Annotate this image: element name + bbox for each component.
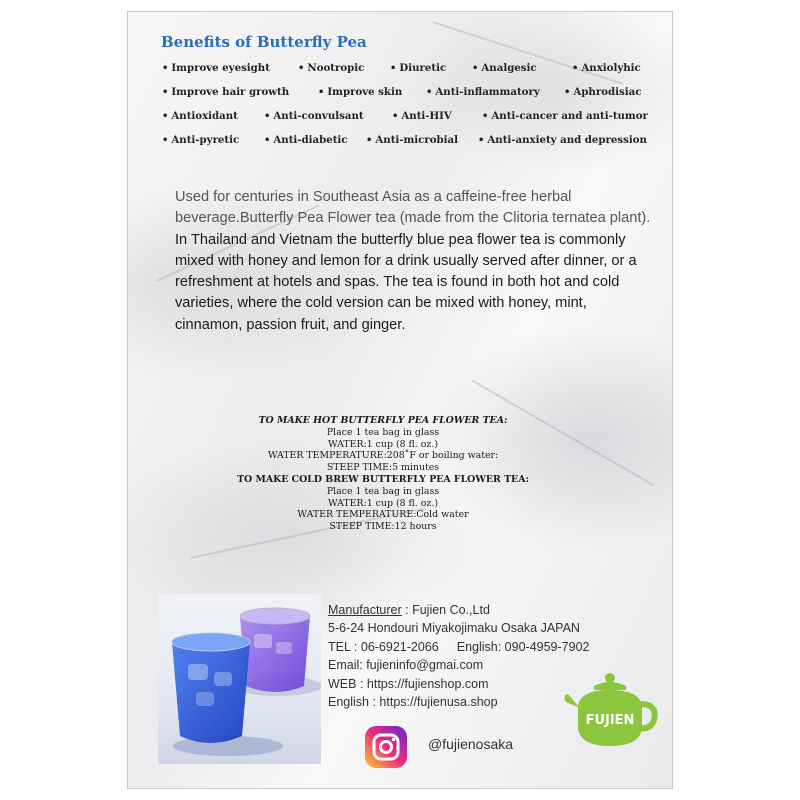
product-card <box>127 11 673 789</box>
address: 5-6-24 Hondouri Miyakojimaku Osaka JAPAN <box>328 621 580 636</box>
logo-text: FUJIEN <box>585 713 635 728</box>
benefits-title: Benefits of Butterfly Pea <box>161 33 367 51</box>
benefit-item: • Improve hair growth <box>162 86 290 98</box>
benefit-item: • Improve eyesight <box>162 62 270 74</box>
cold-step: STEEP TIME:12 hours <box>329 521 437 533</box>
benefit-item: • Antioxidant <box>162 110 238 122</box>
manufacturer-row <box>328 601 668 619</box>
benefits-list <box>158 62 668 158</box>
tea-glasses-photo <box>158 594 321 764</box>
hot-step: WATER:1 cup (8 fl. oz.) <box>328 438 438 450</box>
phone-row <box>328 638 668 656</box>
hot-step: Place 1 tea bag in glass <box>326 426 440 438</box>
cold-tea-heading: TO MAKE COLD BREW BUTTERFLY PEA FLOWER TEA: <box>237 473 529 485</box>
manufacturer-label: Manufacturer <box>328 603 402 617</box>
instagram-handle[interactable]: @fujienosaka <box>428 736 514 752</box>
description-paragraph <box>175 187 655 336</box>
benefits-row <box>158 110 668 134</box>
english-phone: English: 090-4959-7902 <box>456 639 590 654</box>
benefit-item: • Anti-convulsant <box>264 110 364 122</box>
cold-step: WATER TEMPERATURE:Cold water <box>297 509 469 521</box>
hot-step: STEEP TIME:5 minutes <box>326 462 440 474</box>
benefit-item: • Aphrodisiac <box>564 86 642 98</box>
benefit-item: • Improve skin <box>318 86 403 98</box>
benefit-item: • Nootropic <box>298 62 365 74</box>
web-link[interactable]: WEB : https://fujienshop.com <box>328 676 489 691</box>
brewing-instructions <box>228 415 538 533</box>
benefits-row <box>158 62 668 86</box>
tel: TEL : 06-6921-2066 <box>328 639 439 654</box>
instagram-icon[interactable] <box>365 726 407 768</box>
description-body: In Thailand and Vietnam the butterfly blue pea flower tea is commonly mixed with honey and lemon for a drink usually served after dinner, or a refreshment at hotels and spas. The tea is found in both hot and cold varieties, where the cold version can be mixed with honey, mint, cinnamon, passion fruit, and ginger. <box>175 231 637 333</box>
hot-step: WATER TEMPERATURE:208˚F or boiling water: <box>267 450 499 462</box>
tea-glasses-illustration <box>158 594 321 764</box>
benefit-item: • Diuretic <box>390 62 447 74</box>
cold-step: WATER:1 cup (8 fl. oz.) <box>328 497 438 509</box>
fujien-teapot-logo <box>560 668 660 752</box>
email: Email: fujieninfo@gmai.com <box>328 658 484 673</box>
benefit-item: • Anti-anxiety and depression <box>478 134 647 146</box>
benefit-item: • Anti-diabetic <box>264 134 348 146</box>
benefit-item: • Anti-pyretic <box>162 134 240 146</box>
hot-tea-heading: TO MAKE HOT BUTTERFLY PEA FLOWER TEA: <box>258 415 508 426</box>
benefit-item: • Anti-cancer and anti-tumor <box>482 110 648 122</box>
benefit-item: • Anxiolyhic <box>572 62 641 74</box>
benefits-row <box>158 134 668 158</box>
cold-step: Place 1 tea bag in glass <box>326 485 440 497</box>
benefit-item: • Anti-microbial <box>366 134 459 146</box>
benefits-row <box>158 86 668 110</box>
benefit-item: • Anti-inflammatory <box>426 86 540 98</box>
english-site-link[interactable]: English : https://fujienusa.shop <box>328 695 498 710</box>
manufacturer-name: : Fujien Co.,Ltd <box>401 603 490 617</box>
benefit-item: • Analgesic <box>472 62 537 74</box>
description-intro: Used for centuries in Southeast Asia as a caffeine-free herbal beverage.Butterfly Pea Flower tea (made from the Clitoria ternatea plant). <box>175 189 651 227</box>
benefit-item: • Anti-HIV <box>392 110 452 122</box>
